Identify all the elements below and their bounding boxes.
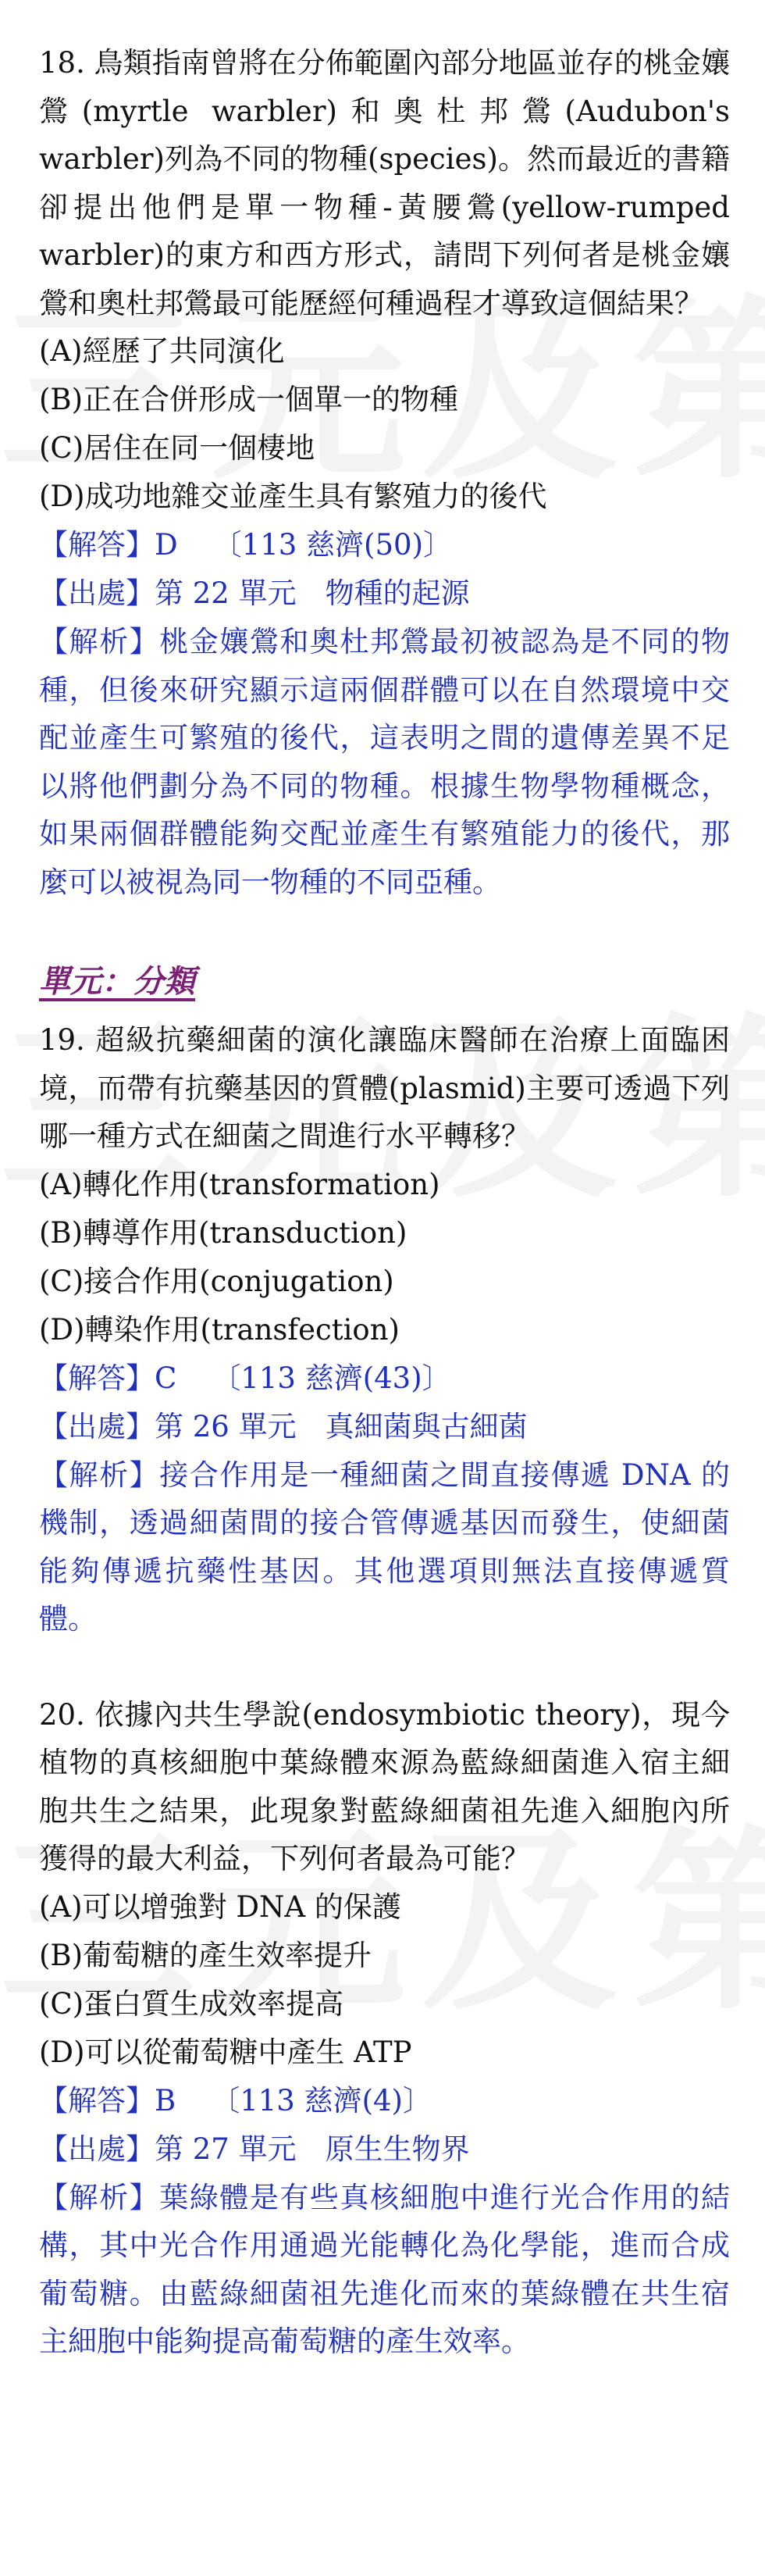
origin-label: 【出處】 (39, 2132, 155, 2166)
question-stem: 20. 依據內共生學說(endosymbiotic theory)，現今植物的真核細胞中葉綠體來源為藍綠細菌進入宿主細胞共生之結果，此現象對藍綠細菌祖先進入細胞內所獲得的最大利益，下列何者最為可能？ (39, 1697, 730, 1875)
answer-line (39, 2077, 730, 2125)
answer-line (39, 1354, 730, 1403)
origin-line (39, 2125, 730, 2174)
question-19 (39, 1016, 730, 1643)
question-20 (39, 1691, 730, 2366)
explain-text: 葉綠體是有些真核細胞中進行光合作用的結構，其中光合作用通過光能轉化為化學能，進而合成葡萄糖。由藍綠細菌祖先進化而來的葉綠體在共生宿主細胞中能夠提高葡萄糖的產生效率。 (39, 2180, 731, 2358)
origin-label: 【出處】 (39, 576, 155, 610)
answer-line (39, 521, 730, 569)
explanation (39, 1451, 730, 1643)
answer-value: B (155, 2083, 176, 2118)
option-c: (C)接合作用(conjugation) (39, 1264, 394, 1298)
explain-label: 【解析】 (39, 625, 160, 658)
explain-label: 【解析】 (39, 1457, 160, 1492)
answer-label: 【解答】 (39, 2083, 155, 2118)
option-d: (D)可以從葡萄糖中產生 ATP (39, 2035, 412, 2069)
document-page (39, 39, 730, 2366)
explain-text: 接合作用是一種細菌之間直接傳遞 DNA 的機制，透過細菌間的接合管傳遞基因而發生，使細菌能夠傳遞抗藥性基因。其他選項則無法直接傳遞質體。 (39, 1457, 730, 1636)
answer-value: D (155, 528, 178, 562)
origin-line (39, 569, 730, 618)
explanation (39, 2174, 730, 2366)
answer-source: 〔113 慈濟(43)〕 (212, 1361, 451, 1395)
option-c: (C)蛋白質生成效率提高 (39, 1986, 344, 2021)
explanation (39, 618, 730, 906)
unit-heading: 單元：分類 (39, 963, 195, 1000)
origin-value: 第 26 單元 真細菌與古細菌 (155, 1409, 528, 1443)
question-stem: 18. 鳥類指南曾將在分佈範圍內部分地區並存的桃金孃鶯(myrtle warbler)和奧杜邦鶯(Audubon's warbler)列為不同的物種(species)。然而最近的書籍卻提出他們是單一物種-黃腰鶯(yellow-rumped warbler)的東方和西方形式，請問下列何者是桃金孃鶯和奧杜邦鶯最可能歷經何種過程才導致這個結果？ (39, 46, 730, 320)
answer-source: 〔113 慈濟(4)〕 (211, 2083, 432, 2118)
explain-label: 【解析】 (39, 2180, 160, 2214)
answer-label: 【解答】 (39, 1361, 155, 1395)
question-stem: 19. 超級抗藥細菌的演化讓臨床醫師在治療上面臨困境，而帶有抗藥基因的質體(plasmid)主要可透過下列哪一種方式在細菌之間進行水平轉移？ (39, 1023, 730, 1153)
origin-value: 第 22 單元 物種的起源 (155, 576, 470, 610)
option-a: (A)可以增強對 DNA 的保護 (39, 1889, 401, 1924)
origin-value: 第 27 單元 原生生物界 (155, 2132, 470, 2166)
answer-label: 【解答】 (39, 528, 155, 562)
option-b: (B)正在合併形成一個單一的物種 (39, 383, 459, 416)
option-a: (A)轉化作用(transformation) (39, 1167, 440, 1201)
option-b: (B)轉導作用(transduction) (39, 1215, 407, 1250)
option-d: (D)轉染作用(transfection) (39, 1312, 400, 1347)
answer-value: C (155, 1361, 177, 1395)
option-c: (C)居住在同一個棲地 (39, 431, 315, 465)
origin-line (39, 1403, 730, 1451)
answer-source: 〔113 慈濟(50)〕 (212, 528, 453, 562)
explain-text: 桃金孃鶯和奧杜邦鶯最初被認為是不同的物種，但後來研究顯示這兩個群體可以在自然環境中交配並產生可繁殖的後代，這表明之間的遺傳差異不足以將他們劃分為不同的物種。根據生物學物種概念，如果兩個群體能夠交配並產生有繁殖能力的後代，那麼可以被視為同一物種的不同亞種。 (39, 625, 731, 899)
option-a: (A)經歷了共同演化 (39, 334, 285, 368)
origin-label: 【出處】 (39, 1409, 155, 1443)
option-b: (B)葡萄糖的產生效率提升 (39, 1938, 372, 1972)
option-d: (D)成功地雜交並產生具有繁殖力的後代 (39, 480, 547, 513)
question-18 (39, 39, 730, 906)
